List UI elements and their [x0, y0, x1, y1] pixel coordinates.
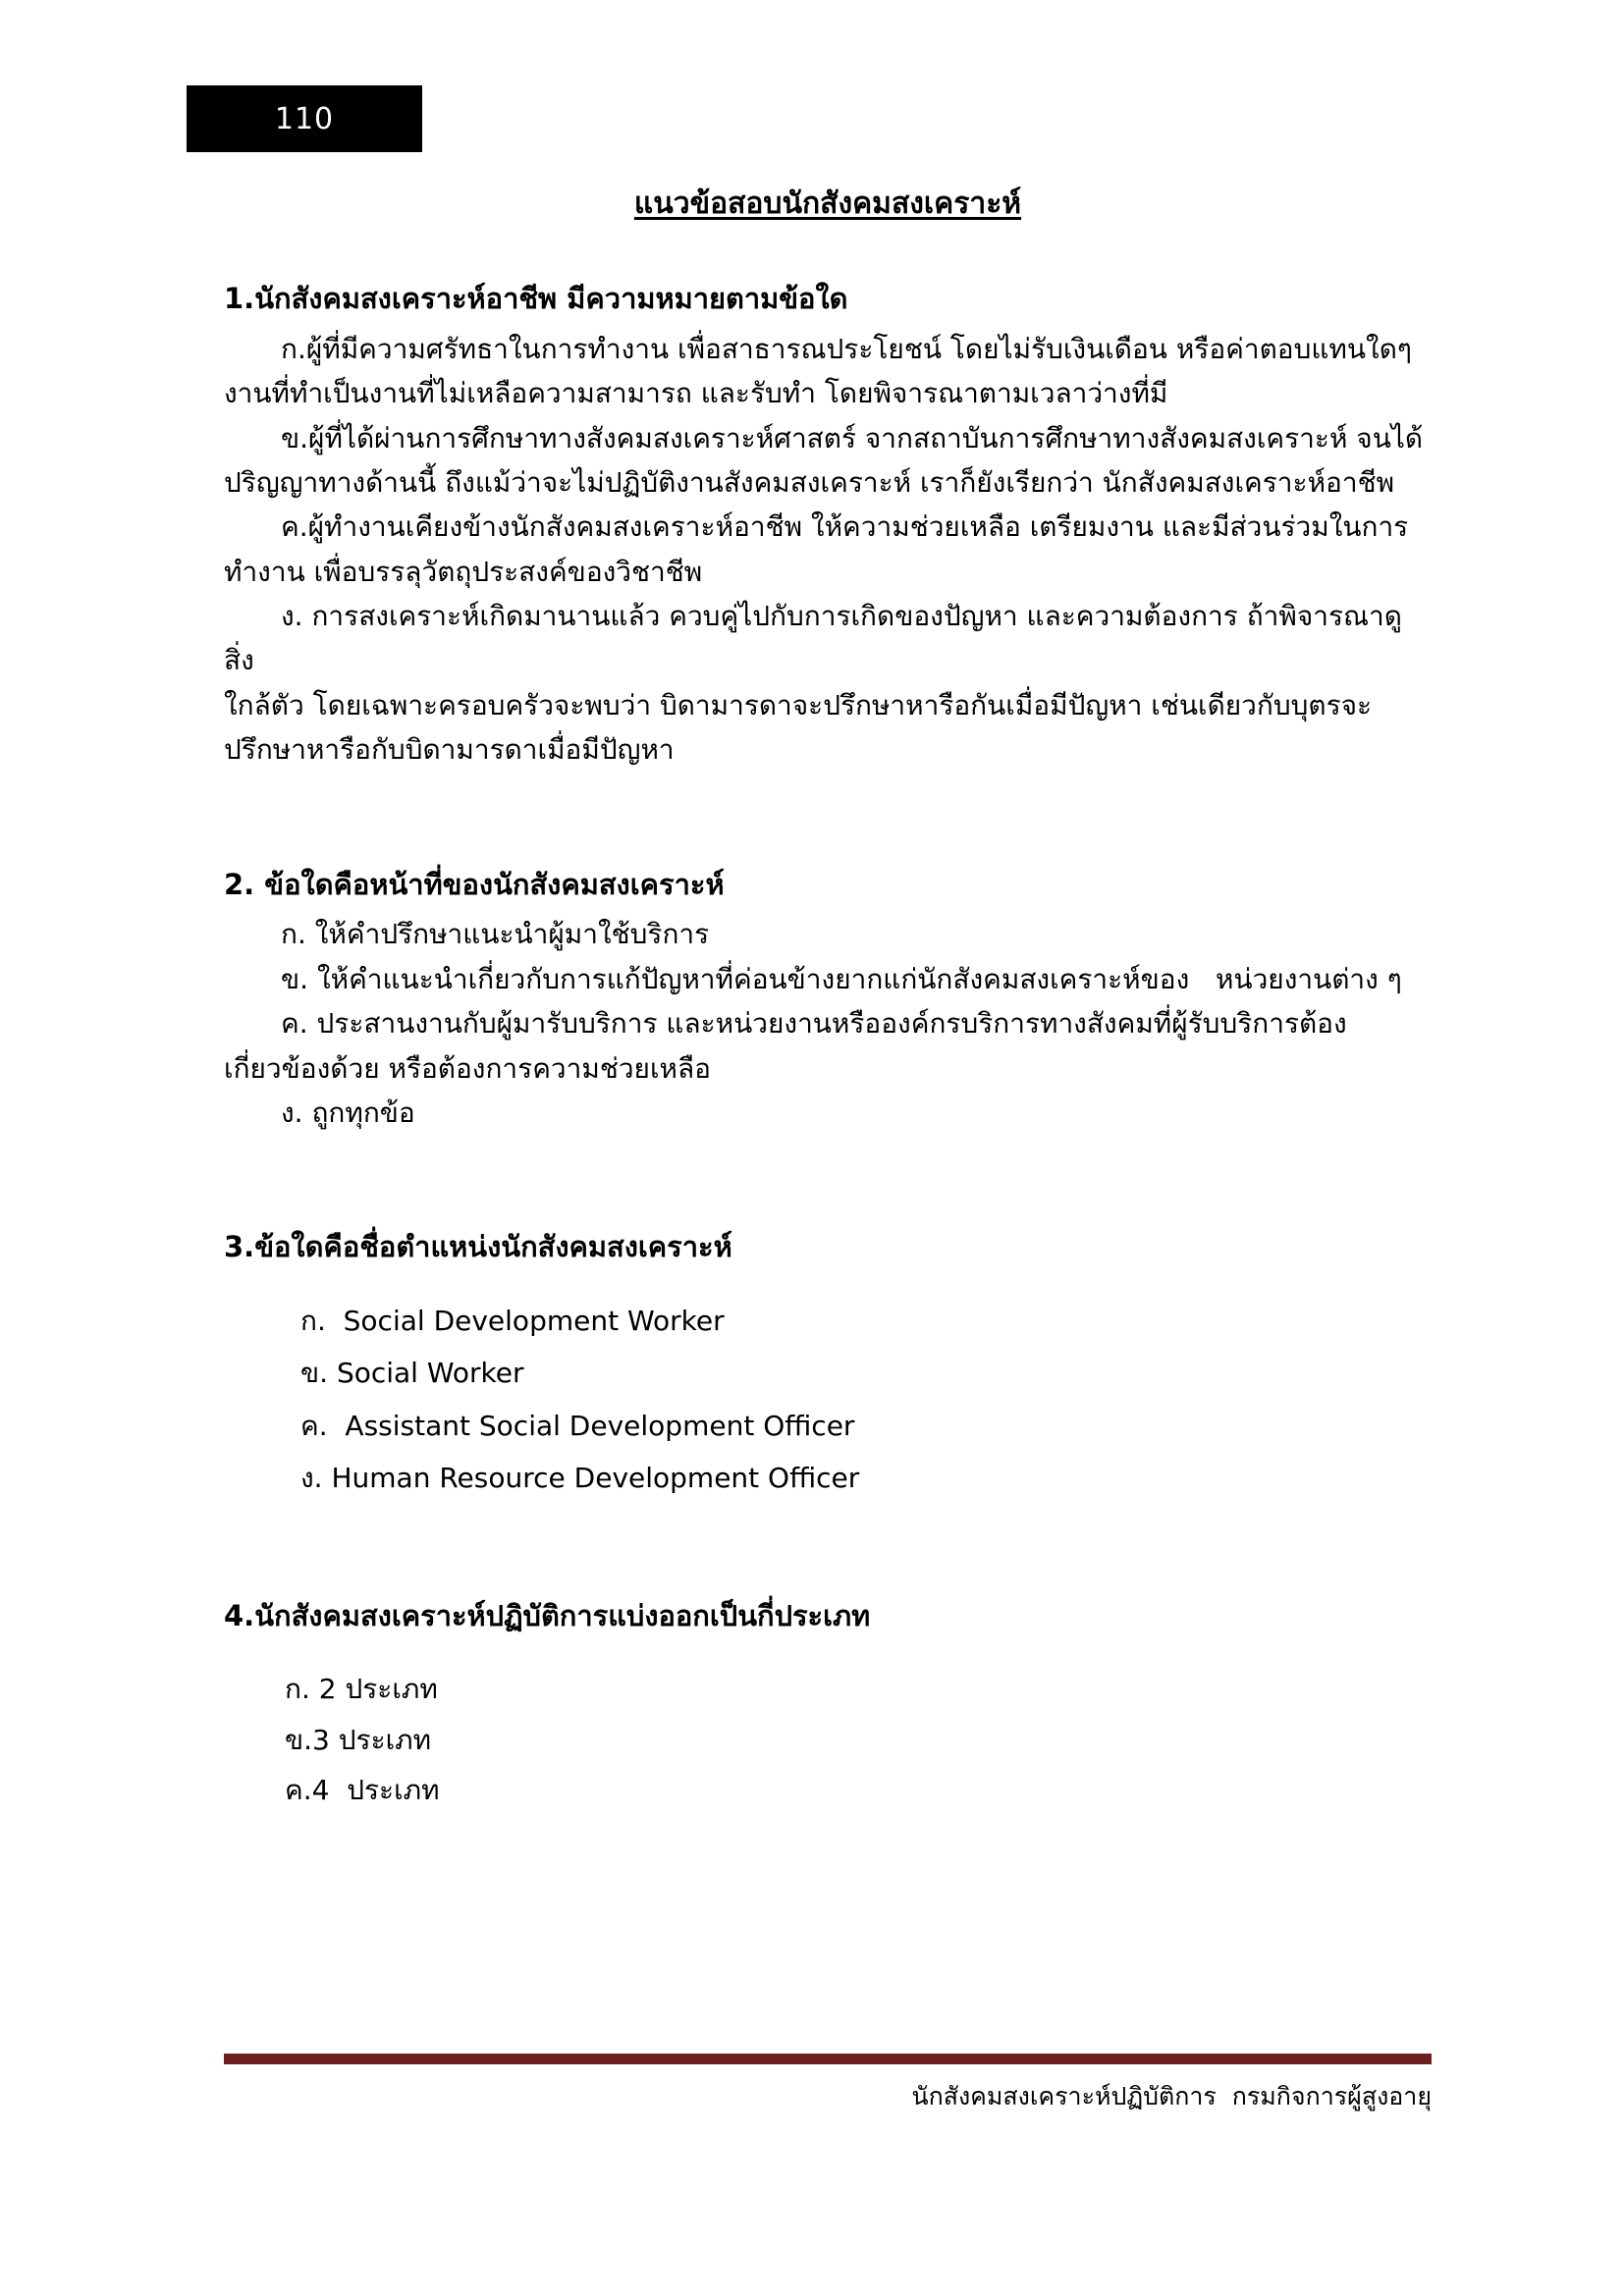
answer-option-1c-cont: ทำงาน เพื่อบรรลุวัตถุประสงค์ของวิชาชีพ — [224, 555, 703, 588]
question-block-2 — [224, 863, 1432, 1136]
answer-option-3c: ค. Assistant Social Development Officer — [300, 1409, 855, 1442]
answer-option-3a: ก. Social Development Worker — [300, 1305, 725, 1338]
answer-option-1c: ค.ผู้ทำงานเคียงข้างนักสังคมสงเคราะห์อาชีพ ให้ความช่วยเหลือ เตรียมงาน และมีส่วนร่วมในการ — [281, 510, 1409, 544]
footer-text: นักสังคมสงเคราะห์ปฏิบัติการ กรมกิจการผู้สูงอายุ — [911, 2082, 1432, 2110]
answer-option-2d: ง. ถูกทุกข้อ — [281, 1095, 415, 1129]
page-number-text: 110 — [274, 101, 335, 136]
page-number-badge — [187, 85, 422, 152]
answer-option-2a: ก. ให้คำปรึกษาแนะนำผู้มาใช้บริการ — [281, 918, 710, 951]
option-spacer — [224, 1275, 1432, 1295]
answer-option-1a: ก.ผู้ที่มีความศรัทธาในการทำงาน เพื่อสาธารณประโยชน์ โดยไม่รับเงินเดือน หรือค่าตอบแทนใดๆ — [281, 332, 1412, 365]
option-spacer — [224, 1644, 1432, 1664]
question-block-1 — [224, 277, 1432, 773]
answer-option-2c-cont: เกี่ยวข้องด้วย หรือต้องการความช่วยเหลือ — [224, 1051, 711, 1085]
question-heading-2: 2. ข้อใดคือหน้าที่ของนักสังคมสงเคราะห์ — [224, 867, 725, 901]
question-heading-4: 4.นักสังคมสงเคราะห์ปฏิบัติการแบ่งออกเป็นกี่ประเภท — [224, 1598, 871, 1632]
answer-option-3b: ข. Social Worker — [300, 1357, 524, 1390]
document-content — [224, 182, 1432, 1849]
section-spacer — [224, 1168, 1432, 1225]
page-footer — [224, 2054, 1432, 2115]
question-block-3 — [224, 1225, 1432, 1504]
answer-option-1b: ข.ผู้ที่ได้ผ่านการศึกษาทางสังคมสงเคราะห์ศาสตร์ จากสถาบันการศึกษาทางสังคมสงเคราะห์ จนได้ — [281, 421, 1424, 454]
answer-option-2b: ข. ให้คำแนะนำเกี่ยวกับการแก้ปัญหาที่ค่อนข้างยากแก่นักสังคมสงเคราะห์ของ หน่วยงานต่าง ๆ — [281, 962, 1402, 995]
answer-option-1d-cont-1: ใกล้ตัว โดยเฉพาะครอบครัวจะพบว่า บิดามารดาจะปรึกษาหารือกันเมื่อมีปัญหา เช่นเดียวกับบุตรจะ — [224, 688, 1373, 721]
answer-option-1b-cont: ปริญญาทางด้านนี้ ถึงแม้ว่าจะไม่ปฏิบัติงานสังคมสงเคราะห์ เราก็ยังเรียกว่า นักสังคมสงเคราะห์อาชีพ — [224, 466, 1395, 500]
question-heading-1: 1.นักสังคมสงเคราะห์อาชีพ มีความหมายตามข้อใด — [224, 282, 848, 315]
answer-option-1a-cont: งานที่ทำเป็นงานที่ไม่เหลือความสามารถ และรับทำ โดยพิจารณาตามเวลาว่างที่มี — [224, 377, 1168, 410]
answer-option-1d-cont-2: ปรึกษาหารือกับบิดามารดาเมื่อมีปัญหา — [224, 733, 675, 767]
answer-option-4c: ค.4 ประเภท — [285, 1774, 440, 1807]
answer-option-1d: ง. การสงเคราะห์เกิดมานานแล้ว ควบคู่ไปกับการเกิดของปัญหา และความต้องการ ถ้าพิจารณาดูสิ่ง — [224, 600, 1402, 677]
answer-option-3d: ง. Human Resource Development Officer — [300, 1461, 860, 1494]
footer-divider — [224, 2054, 1432, 2064]
question-heading-3: 3.ข้อใดคือชื่อตำแหน่งนักสังคมสงเคราะห์ — [224, 1230, 732, 1264]
answer-option-2c: ค. ประสานงานกับผู้มารับบริการ และหน่วยงานหรือองค์กรบริการทางสังคมที่ผู้รับบริการต้อง — [281, 1007, 1347, 1041]
page-title: แนวข้อสอบนักสังคมสงเคราะห์ — [633, 187, 1022, 221]
question-block-4 — [224, 1594, 1432, 1816]
answer-option-4a: ก. 2 ประเภท — [285, 1672, 438, 1705]
section-spacer — [224, 806, 1432, 863]
answer-option-4b: ข.3 ประเภท — [285, 1723, 432, 1756]
section-spacer — [224, 1537, 1432, 1594]
